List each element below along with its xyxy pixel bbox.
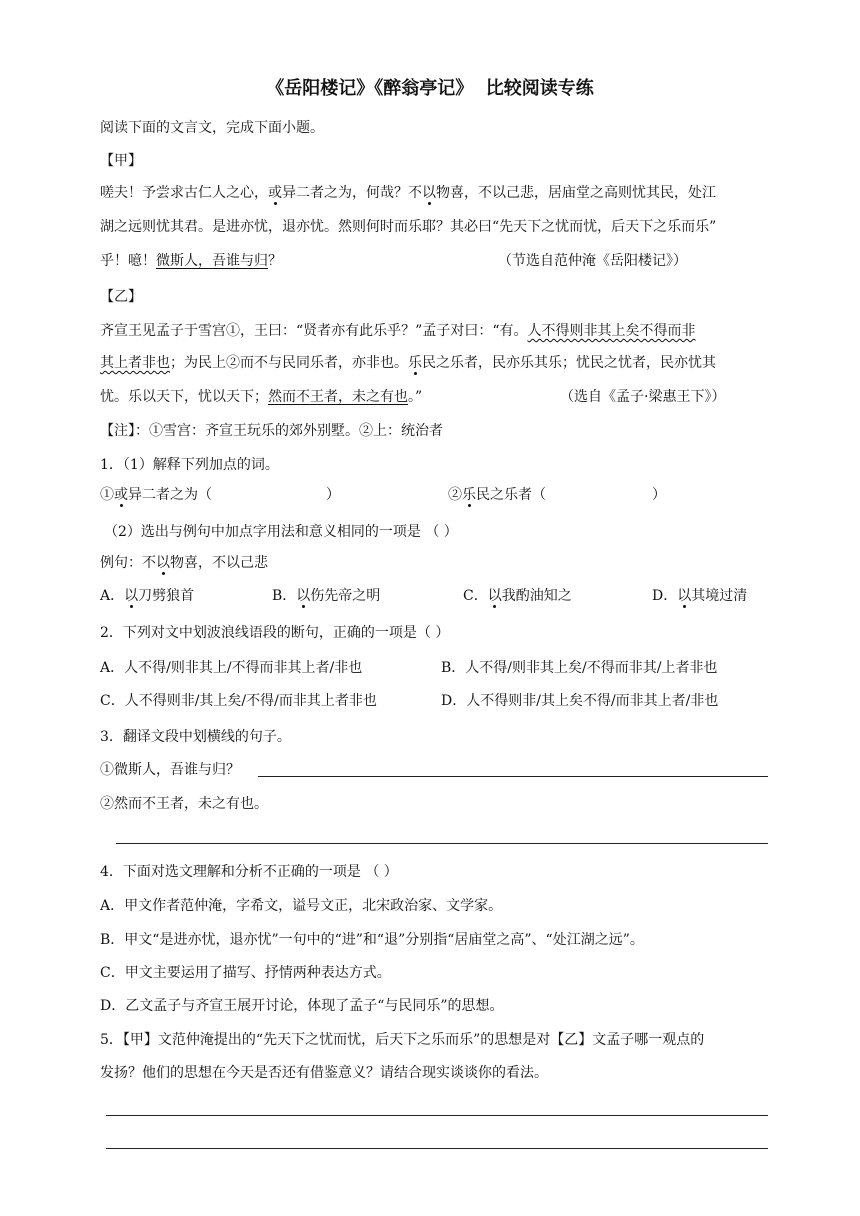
q1-a-prefix: ① <box>100 487 114 503</box>
q1-option-d <box>652 586 747 606</box>
yi-l2-a: ；为民上②而不与民同乐者，亦非也。 <box>170 355 408 371</box>
q4-option-d: D．乙文孟子与齐宣王展开讨论，体现了孟子“与民同乐”的思想。 <box>100 998 504 1014</box>
yi-source: （选自《孟子·梁惠王下》） <box>560 389 726 405</box>
yi-l1-a: 齐宣王见孟子于雪宫①，王曰：“贤者亦有此乐乎？”孟子对曰：“有。 <box>100 323 528 339</box>
q1-option-b <box>272 586 380 606</box>
q1-opt-b-text: 伤先帝之明 <box>310 588 381 604</box>
q1-a-close-paren: ） <box>326 487 340 503</box>
dotted-char-le: 乐 <box>408 355 422 371</box>
yi-l3-a: 忧。乐以天下，忧以天下； <box>100 389 268 405</box>
q4-option-b: B．甲文“是进亦忧，退亦忧”一句中的“进”和“退”分别指“居庙堂之高”、“处江湖之远”。 <box>100 932 644 948</box>
q3-sentence-2: ②然而不王者，未之有也。 <box>100 796 268 812</box>
yi-l2-b: 民之乐者，民亦乐其乐；忧民之忧者，民亦忧其 <box>422 355 716 371</box>
q5-answer-line-2[interactable] <box>106 1148 768 1149</box>
yi-underlined-sentence: 然而不王者，未之有也 <box>268 389 408 405</box>
jia-line-2: 湖之远则忧其君。是进亦忧，退亦忧。然则何时而乐耶？其必曰“先天下之忧而忧，后天下之乐而乐” <box>100 219 717 235</box>
q1-opt-a-dotted: 以 <box>124 588 139 604</box>
q1-opt-c-dotted: 以 <box>487 588 502 604</box>
q5-answer-line-1[interactable] <box>106 1115 768 1116</box>
q4-option-a: A．甲文作者范仲淹，字希文，谥号文正，北宋政治家、文学家。 <box>100 898 503 914</box>
q1-opt-b-letter: B． <box>272 588 297 604</box>
q3-stem: 3．翻译文段中划横线的句子。 <box>100 729 291 745</box>
q4-stem: 4．下面对选文理解和分析不正确的一项是 （ ） <box>100 864 398 880</box>
q1-example-a: 例句：不 <box>100 555 156 571</box>
yi-l3-b: 。” <box>408 389 423 405</box>
q3-answer-line-2[interactable] <box>116 843 768 844</box>
q1-sub2: （2）选出与例句中加点字用法和意义相同的一项是 （ ） <box>104 524 458 540</box>
q3-answer-line-1[interactable] <box>258 776 768 777</box>
q1-example <box>100 553 268 573</box>
q1-example-b: 物喜，不以己悲 <box>170 555 268 571</box>
yi-note: 【注】：①雪宫：齐宣王玩乐的郊外别墅。②上：统治者 <box>100 423 443 439</box>
jia-l3-b: ？ <box>268 253 282 269</box>
q1-option-c <box>463 586 572 606</box>
jia-underlined-sentence: 微斯人，吾谁与归 <box>156 253 268 269</box>
q1-opt-d-letter: D． <box>652 588 678 604</box>
yi-wavy-segment-1: 人不得则非其上矣不得而非 <box>527 323 696 339</box>
page-title <box>0 78 860 100</box>
jia-source: （节选自范仲淹《岳阳楼记》） <box>498 253 687 269</box>
yi-label: 【乙】 <box>100 289 142 305</box>
q2-option-b: B．人不得/则非其上矣/不得而非其/上者非也 <box>441 660 718 676</box>
yi-line-1 <box>100 321 695 341</box>
q1-opt-a-letter: A． <box>100 588 125 604</box>
q2-option-a: A．人不得/则非其上/不得而非其上者/非也 <box>100 660 363 676</box>
q1-item-b <box>448 485 546 505</box>
title-book2: 《醉翁亭记》 <box>374 78 474 99</box>
jia-line-3 <box>100 251 282 271</box>
title-book1: 《岳阳楼记》 <box>266 78 375 99</box>
q4-option-c: C．甲文主要运用了描写、抒情两种表达方式。 <box>100 965 391 981</box>
yi-wavy-segment-2: 其上者非也 <box>100 355 170 371</box>
q1-b-text: 民之乐者（ <box>476 487 546 503</box>
q3-sentence-1: ①微斯人，吾谁与归？ <box>100 762 240 778</box>
q1-a-dotted-char: 或 <box>114 487 128 503</box>
q2-stem: 2．下列对文中划波浪线语段的断句，正确的一项是（ ） <box>100 625 450 641</box>
jia-l3-a: 乎！噫！ <box>100 253 156 269</box>
q5-line-2: 发扬？他们的思想在今天是否还有借鉴意义？请结合现实谈谈你的看法。 <box>100 1065 548 1081</box>
title-rest: 比较阅读专练 <box>485 78 594 99</box>
q1-a-text: 异二者之为（ <box>128 487 212 503</box>
q5-line-1: 5．【甲】文范仲淹提出的“先天下之忧而忧，后天下之乐而乐”的思想是对【乙】文孟子哪一观点的 <box>100 1032 705 1048</box>
jia-label: 【甲】 <box>100 153 142 169</box>
jia-l1-c: 物喜，不以己悲，居庙堂之高则忧其民，处江 <box>436 185 716 201</box>
q1-option-a <box>100 586 194 606</box>
q1-opt-c-letter: C． <box>463 588 488 604</box>
q1-opt-a-text: 刀劈狼首 <box>138 588 195 604</box>
q1-opt-d-dotted: 以 <box>677 588 692 604</box>
jia-l1-a: 嗟夫！予尝求古仁人之心， <box>100 185 268 201</box>
jia-l1-b: 异二者之为，何哉？不 <box>282 185 422 201</box>
yi-line-2 <box>100 353 716 373</box>
q1-opt-d-text: 其境过清 <box>691 588 748 604</box>
q2-option-d: D．人不得则非/其上矣不得/而非其上者/非也 <box>441 693 719 709</box>
q1-example-dotted-char: 以 <box>156 555 170 571</box>
q1-opt-b-dotted: 以 <box>296 588 311 604</box>
q2-option-c: C．人不得则非/其上矣/不得/而非其上者非也 <box>100 693 377 709</box>
yi-line-3 <box>100 387 422 407</box>
dotted-char-yi: 以 <box>422 185 436 201</box>
q1-opt-c-text: 我酌油知之 <box>501 588 572 604</box>
q1-b-prefix: ② <box>448 487 462 503</box>
q1-b-dotted-char: 乐 <box>462 487 476 503</box>
dotted-char-huo: 或 <box>268 185 282 201</box>
q1-stem: 1．（1）解释下列加点的词。 <box>100 457 279 473</box>
instruction-text: 阅读下面的文言文，完成下面小题。 <box>100 120 324 136</box>
jia-line-1 <box>100 183 716 203</box>
q1-item-a <box>100 485 212 505</box>
q1-b-close-paren: ） <box>652 487 666 503</box>
